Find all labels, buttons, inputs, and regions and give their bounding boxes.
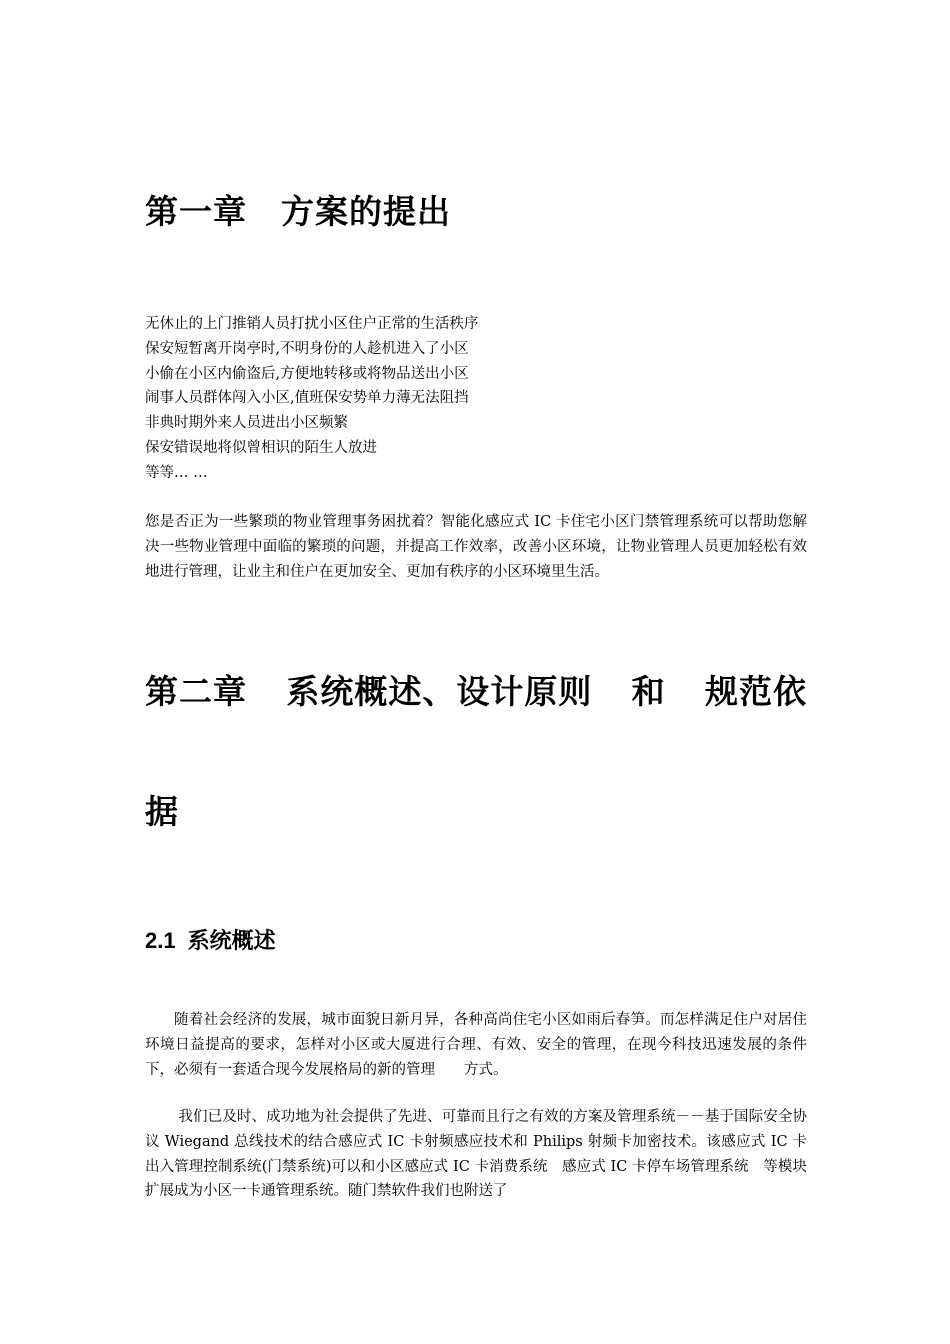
body-paragraph: 我们已及时、成功地为社会提供了先进、可靠而且行之有效的方案及管理系统－－基于国际安全协议 Wiegand 总线技术的结合感应式 IC 卡射频感应技术和 Philips 射频卡加密技术。该感应式 IC 卡出入管理控制系统(门禁系统)可以和小区感应式 IC 卡消费系统 感应式 IC 卡停车场管理系统 等模块扩展成为小区一卡通管理系统。随门禁软件我们也附送了 <box>145 1109 807 1200</box>
section-title: 系统概述 <box>187 928 276 953</box>
chapter-2-title-part2: 和 <box>631 672 666 711</box>
list-item: 小偷在小区内偷盗后,方便地转移或将物品送出小区 <box>145 365 469 382</box>
chapter-2-title-part1: 系统概述、设计原则 <box>286 672 593 711</box>
chapter-1-heading <box>145 186 451 233</box>
chapter-1-title: 方案的提出 <box>281 192 451 231</box>
section-number: 2.1 <box>145 928 176 953</box>
chapter-2-heading <box>145 666 807 713</box>
list-item: 非典时期外来人员进出小区频繁 <box>145 415 348 432</box>
section-2-1-heading <box>145 924 276 955</box>
list-item: 保安短暂离开岗亭时,不明身份的人趁机进入了小区 <box>145 340 469 357</box>
body-paragraph: 随着社会经济的发展，城市面貌日新月异，各种高尚住宅小区如雨后春笋。而怎样满足住户对居住环境日益提高的要求，怎样对小区或大厦进行合理、有效、安全的管理，在现今科技迅速发展的条件下，必须有一套适合现今发展格局的新的管理 方式。 <box>145 1012 807 1078</box>
list-item: 无休止的上门推销人员打扰小区住户正常的生活秩序 <box>145 316 479 332</box>
intro-paragraph: 您是否正为一些繁琐的物业管理事务困扰着？智能化感应式 IC 卡住宅小区门禁管理系统可以帮助您解决一些物业管理中面临的繁琐的问题，并提高工作效率，改善小区环境，让物业管理人员更加轻松有效地进行管理，让业主和住户在更加安全、更加有秩序的小区环境里生活。 <box>145 514 807 580</box>
chapter-2-heading-continued: 据 <box>145 792 178 831</box>
chapter-2-label: 第二章 <box>145 672 247 711</box>
chapter-1-label: 第一章 <box>145 192 247 231</box>
list-item: 保安错误地将似曾相识的陌生人放进 <box>145 439 377 456</box>
issue-list <box>145 312 479 486</box>
chapter-2-title-part3: 规范依 <box>704 672 807 711</box>
list-item: 闹事人员群体闯入小区,值班保安势单力薄无法阻挡 <box>145 390 469 407</box>
list-item: 等等… … <box>145 464 208 481</box>
